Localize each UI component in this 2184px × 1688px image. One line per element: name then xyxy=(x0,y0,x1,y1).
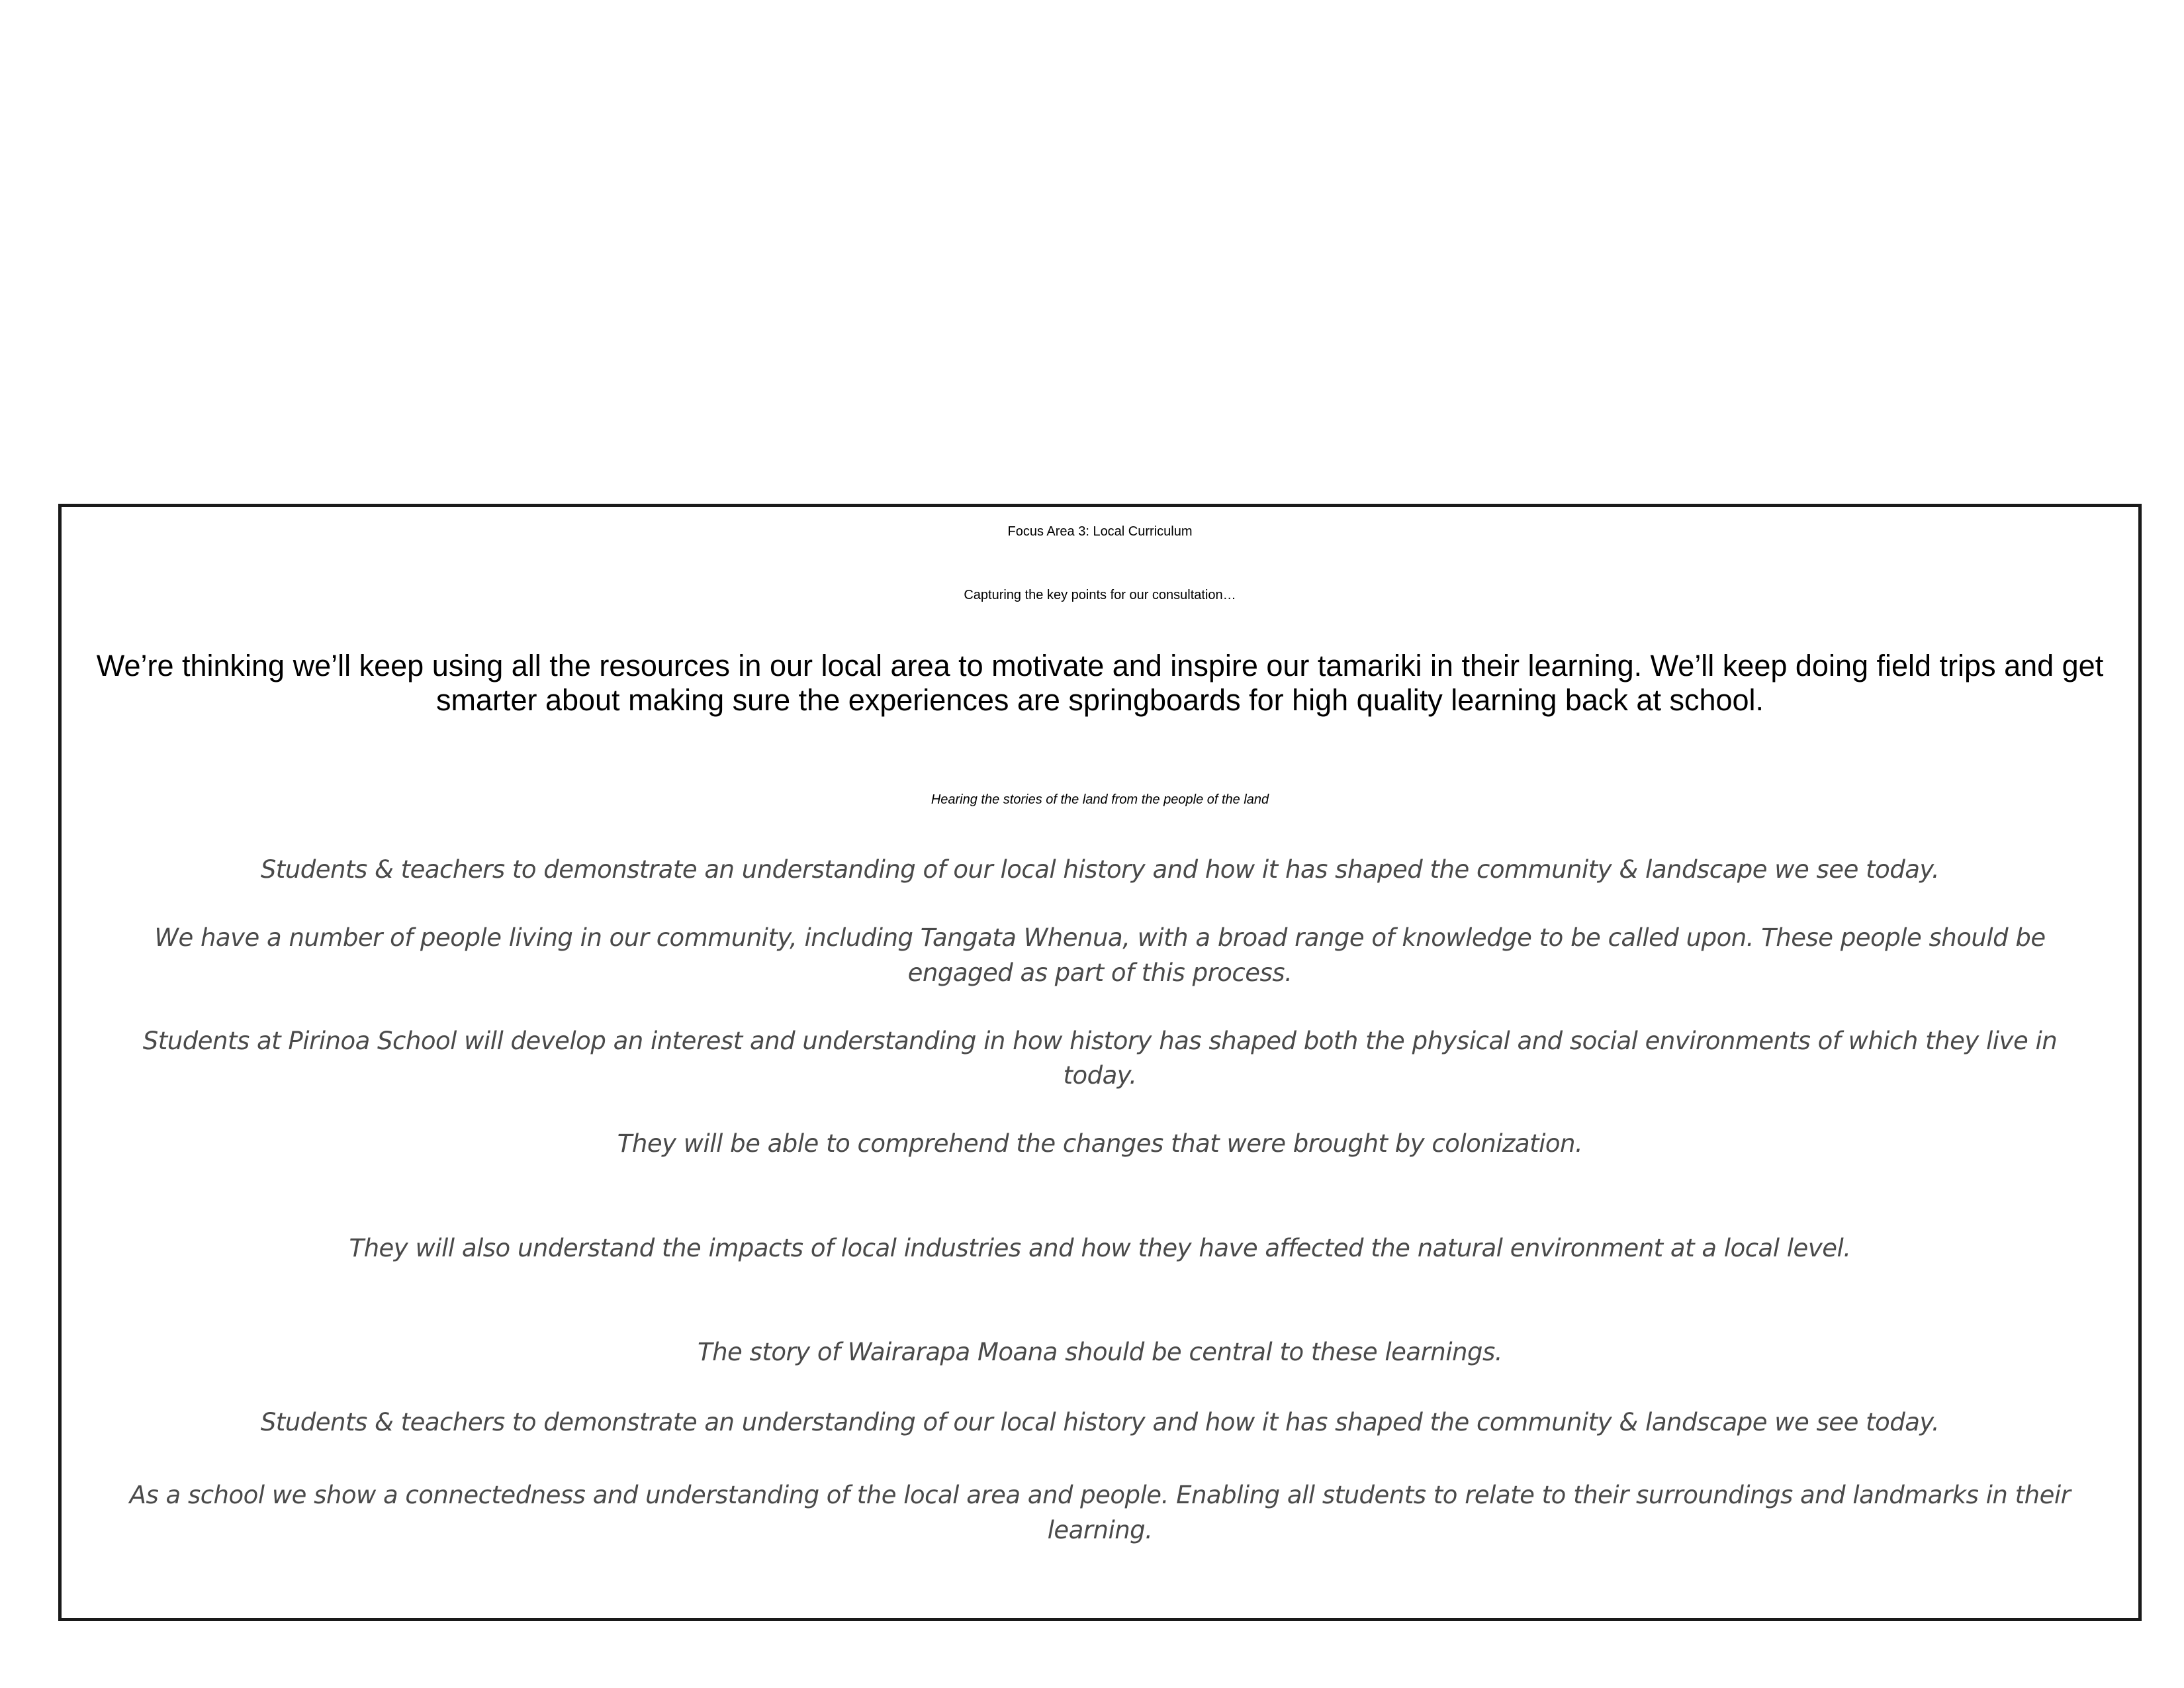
paragraph-7-line-1: Students & teachers to demonstrate an understanding of our local history and how it has shaped the community & landscape we see today. xyxy=(260,1408,1940,1436)
paragraph-2-line-2: engaged as part of this process. xyxy=(907,959,1293,987)
paragraph-8-line-1: As a school we show a connectedness and understanding of the local area and people. Enabling all students to relate to their surroundings and landmarks in their xyxy=(129,1481,2071,1509)
page-title: Focus Area 3: Local Curriculum xyxy=(1007,524,1193,539)
paragraph-5-line-1: They will also understand the impacts of local industries and how they have affected the natural environment at a local level. xyxy=(349,1234,1851,1262)
paragraph-8 xyxy=(62,1477,2138,1548)
paragraph-7 xyxy=(62,1408,2138,1436)
paragraph-1 xyxy=(62,855,2138,884)
paragraph-4 xyxy=(62,1129,2138,1158)
intro-paragraph xyxy=(62,649,2138,718)
intro-line-2: smarter about making sure the experiences are springboards for high quality learning back at school. xyxy=(435,683,1764,717)
intro-line-1: We’re thinking we’ll keep using all the resources in our local area to motivate and inspire our tamariki in their learning. We’ll keep doing field trips and get xyxy=(96,649,2104,682)
paragraph-3-line-2: today. xyxy=(1063,1061,1137,1090)
paragraph-6-line-1: The story of Wairarapa Moana should be central to these learnings. xyxy=(697,1338,1503,1366)
paragraph-4-line-1: They will be able to comprehend the changes that were brought by colonization. xyxy=(617,1129,1583,1158)
paragraph-2 xyxy=(62,920,2138,990)
paragraph-2-line-1: We have a number of people living in our community, including Tangata Whenua, with a broad range of knowledge to be called upon. These people should be xyxy=(154,923,2046,952)
section-heading: Hearing the stories of the land from the people of the land xyxy=(931,792,1269,807)
paragraph-6 xyxy=(62,1338,2138,1366)
paragraph-5 xyxy=(62,1234,2138,1262)
paragraph-8-line-2: learning. xyxy=(1047,1516,1153,1544)
content-box xyxy=(58,504,2142,1621)
page-subtitle: Capturing the key points for our consultation… xyxy=(964,588,1236,602)
paragraph-3 xyxy=(62,1024,2138,1093)
paragraph-1-line-1: Students & teachers to demonstrate an understanding of our local history and how it has shaped the community & landscape we see today. xyxy=(260,855,1940,884)
paragraph-3-line-1: Students at Pirinoa School will develop an interest and understanding in how history has shaped both the physical and social environments of which they live in xyxy=(142,1027,2058,1055)
